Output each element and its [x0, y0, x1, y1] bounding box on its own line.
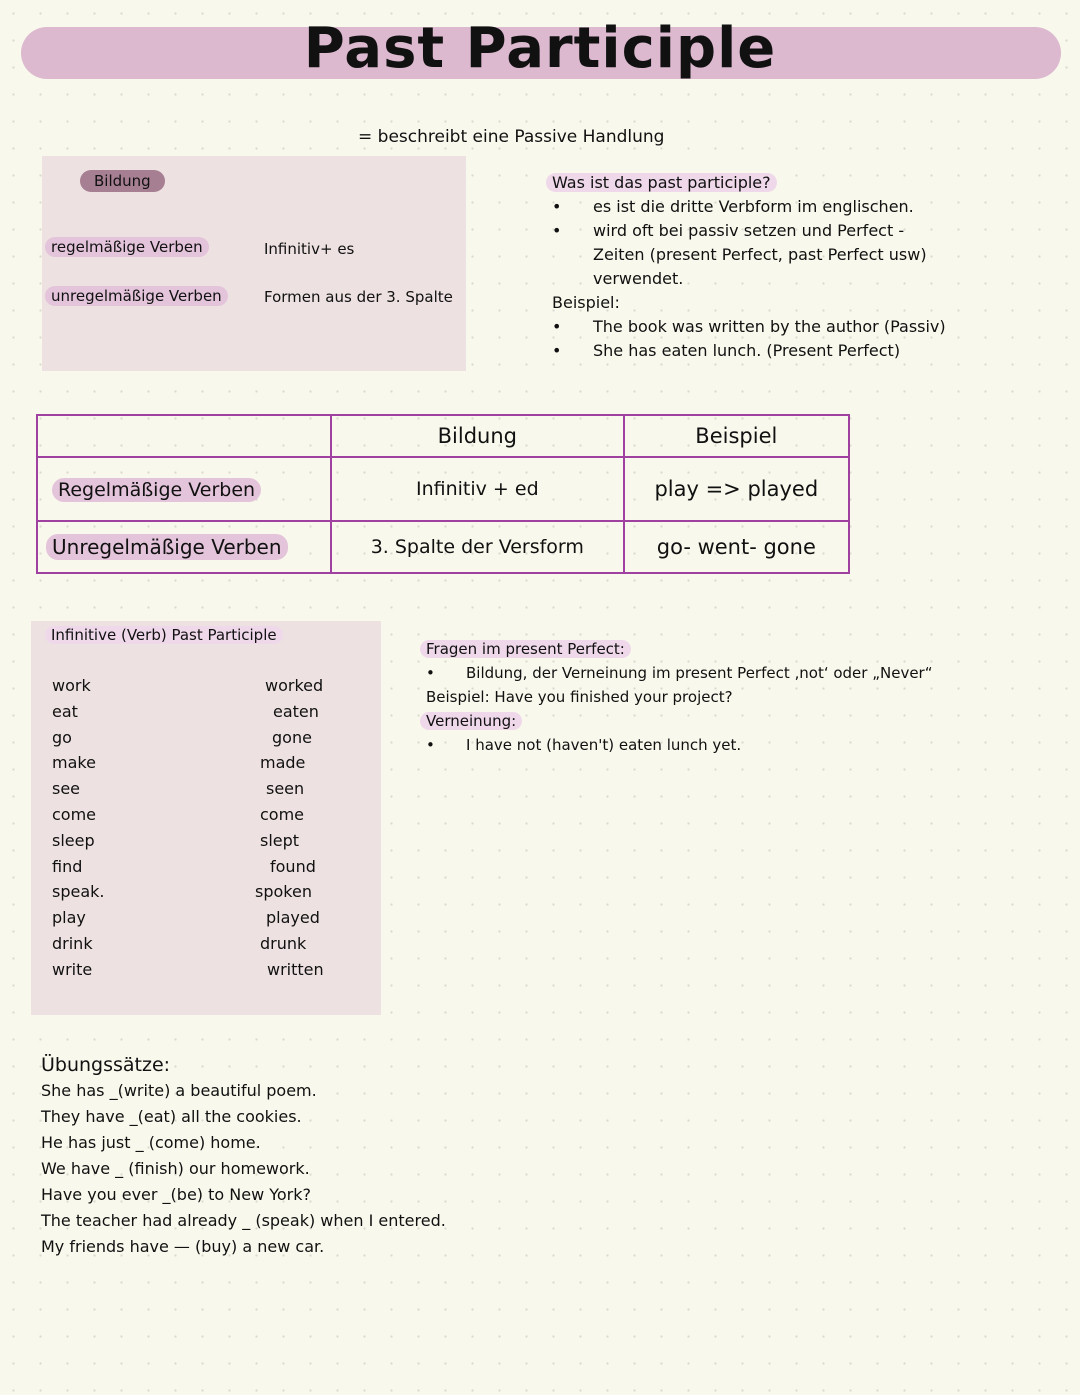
verb-participle: written — [267, 959, 324, 979]
exercises-heading: Übungssätze: — [41, 1054, 171, 1076]
what-bullet-cont: verwendet. — [593, 269, 684, 288]
exercises-section — [41, 1052, 446, 1260]
negation-bullet: • I have not (haven't) eaten lunch yet. — [426, 736, 742, 754]
verb-participle: come — [260, 805, 305, 824]
regular-verbs-rule: Infinitiv+ es — [264, 240, 355, 258]
verb-participle: worked — [265, 676, 324, 695]
exercise-sentence: We have _ (finish) our homework. — [41, 1159, 310, 1178]
table-row: Unregelmäßige Verben 3. Spalte der Versform go- went- gone — [37, 521, 849, 573]
bildung-box — [42, 156, 466, 371]
what-section — [546, 171, 966, 363]
what-bullet: • wird oft bei passiv setzen und Perfect - — [552, 221, 905, 240]
questions-bullet: • Bildung, der Verneinung im present Perfect ‚not‘ oder „Never“ — [426, 664, 933, 682]
negation-heading: Verneinung: — [420, 712, 522, 730]
bildung-table — [36, 414, 850, 574]
questions-section — [420, 637, 980, 757]
verb-infinitive: speak. — [52, 882, 105, 902]
table-header — [37, 415, 331, 457]
example-label: Beispiel: — [552, 293, 620, 312]
verb-infinitive: find — [52, 856, 83, 876]
what-bullet: • es ist die dritte Verbform im englischen. — [552, 197, 914, 216]
table-header: Beispiel — [624, 415, 849, 457]
verb-infinitive: write — [52, 959, 93, 979]
verb-participle: made — [260, 753, 306, 773]
irregular-verbs-label: unregelmäßige Verben — [45, 286, 228, 306]
verb-infinitive: sleep — [52, 830, 95, 850]
verb-infinitive: work — [52, 676, 91, 695]
verb-participle: played — [266, 908, 320, 928]
verb-participle: drunk — [260, 934, 307, 953]
bildung-label: Bildung — [80, 170, 165, 192]
verb-infinitive: make — [52, 753, 96, 773]
verb-infinitive: see — [52, 779, 81, 799]
verb-infinitive: drink — [52, 934, 93, 953]
verb-participle: found — [270, 856, 316, 876]
irregular-verbs-rule: Formen aus der 3. Spalte — [264, 288, 453, 306]
what-bullet-cont: Zeiten (present Perfect, past Perfect usw) — [593, 245, 927, 264]
example-item: • She has eaten lunch. (Present Perfect) — [552, 341, 901, 360]
verb-infinitive: eat — [52, 701, 78, 721]
example-item: • The book was written by the author (Passiv) — [552, 317, 946, 336]
verb-infinitive: come — [52, 805, 97, 824]
verb-participle: slept — [260, 830, 300, 850]
verb-participle: seen — [266, 779, 305, 799]
verb-infinitive: play — [52, 908, 86, 928]
questions-example: Beispiel: Have you finished your project? — [426, 688, 733, 706]
regular-verbs-label: regelmäßige Verben — [45, 237, 209, 257]
exercise-sentence: He has just _ (come) home. — [41, 1133, 261, 1152]
verb-participle: eaten — [273, 701, 319, 721]
subtitle: = beschreibt eine Passive Handlung — [358, 127, 665, 147]
exercise-sentence: The teacher had already _ (speak) when I entered. — [41, 1211, 446, 1230]
verbs-heading: Infinitive (Verb) Past Participle — [45, 626, 283, 644]
table-row: Regelmäßige Verben Infinitiv + ed play => played — [37, 457, 849, 521]
what-heading: Was ist das past participle? — [546, 173, 777, 192]
verb-participle: spoken — [255, 882, 312, 902]
exercise-sentence: They have _(eat) all the cookies. — [41, 1107, 302, 1126]
exercise-sentence: My friends have — (buy) a new car. — [41, 1237, 325, 1256]
verb-infinitive: go — [52, 727, 72, 747]
page-title: Past Participle — [303, 16, 777, 81]
table-header: Bildung — [331, 415, 624, 457]
exercise-sentence: She has _(write) a beautiful poem. — [41, 1081, 317, 1100]
exercise-sentence: Have you ever _(be) to New York? — [41, 1185, 312, 1204]
verb-participle: gone — [272, 727, 312, 747]
questions-heading: Fragen im present Perfect: — [420, 640, 631, 658]
verbs-box — [31, 621, 381, 1015]
